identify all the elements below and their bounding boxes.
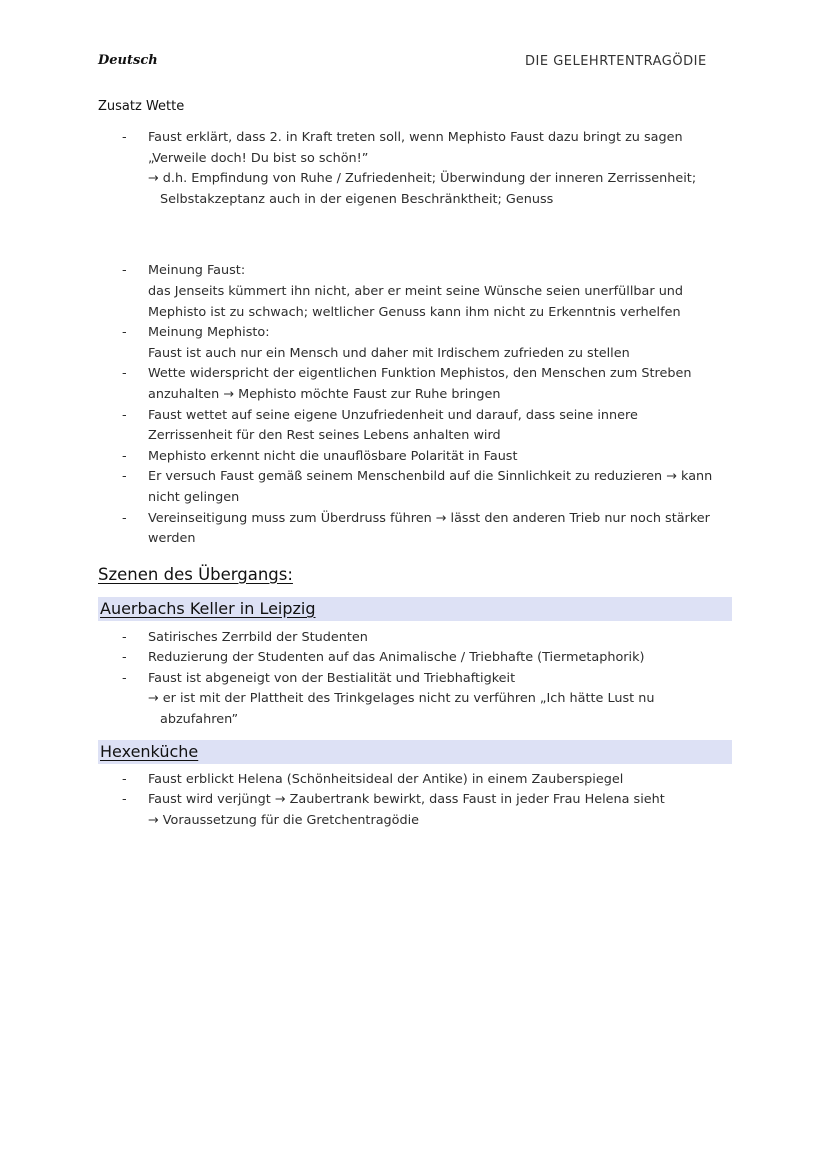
list-item: - Reduzierung der Studenten auf das Animalische / Triebhafte (Tiermetaphorik) <box>122 650 645 666</box>
section-auerbach-heading <box>98 597 732 621</box>
section-auerbach-title: Auerbachs Keller in Leipzig <box>100 598 316 618</box>
header-subject: Deutsch <box>98 53 158 68</box>
auerbach-list <box>98 628 732 731</box>
list-item: - Mephisto erkennt nicht die unauflösbare Polarität in Faust <box>122 448 518 464</box>
list-item: - Satirisches Zerrbild der Studenten <box>122 629 368 645</box>
meinungen-list <box>98 261 732 549</box>
list-item: - Meinung Faust: das Jenseits kümmert ihn nicht, aber er meint seine Wünsche seien unerfüllbar und Mephisto ist zu schwach; weltlicher Genuss kann ihm nicht zu Erkenntnis verhelfen <box>122 263 684 320</box>
list-item: - Faust erblickt Helena (Schönheitsideal der Antike) in einem Zauberspiegel <box>122 771 624 787</box>
list-item: - Faust wettet auf seine eigene Unzufriedenheit und darauf, dass seine innere Zerrissenheit für den Rest seines Lebens anhalten wird <box>122 407 638 444</box>
list-item: - Faust wird verjüngt → Zaubertrank bewirkt, dass Faust in jeder Frau Helena sieht → Voraussetzung für die Gretchentragödie <box>122 792 665 828</box>
document-content <box>98 97 732 831</box>
section-uebergang-title: Szenen des Übergangs: <box>98 564 293 584</box>
list-item: - Wette widerspricht der eigentlichen Funktion Mephistos, den Menschen zum Streben anzuhalten → Mephisto möchte Faust zur Ruhe bringen <box>122 366 692 402</box>
section-hexen-heading <box>98 740 732 764</box>
list-item: - Faust ist abgeneigt von der Bestialität und Triebhaftigkeit → er ist mit der Plattheit des Trinkgelages nicht zu verführen „Ich hätte Lust nu abzufahren” <box>122 670 655 728</box>
bullet-dash: - <box>122 130 127 145</box>
list-item: - Er versuch Faust gemäß seinem Menschenbild auf die Sinnlichkeit zu reduzieren → kann nicht gelingen <box>122 469 713 505</box>
list-item: - Faust erklärt, dass 2. in Kraft treten soll, wenn Mephisto Faust dazu bringt zu sagen „Verweile doch! Du bist so schön!” → d.h. Empfindung von Ruhe / Zufriedenheit; Überwindung der inneren Zerrissenheit; Selbstakzeptanz auch in der eigenen Beschränktheit; Genuss <box>122 130 697 207</box>
section-hexen-title: Hexenküche <box>100 741 199 761</box>
list-item: - Vereinseitigung muss zum Überdruss führen → lässt den anderen Trieb nur noch stärker werden <box>122 510 710 547</box>
zusatz-list <box>98 128 732 210</box>
hexen-list <box>98 770 732 832</box>
section-zusatz-title: Zusatz Wette <box>98 99 185 114</box>
list-item: - Meinung Mephisto: Faust ist auch nur ein Mensch und daher mit Irdischem zufrieden zu stellen <box>122 325 630 361</box>
header-title: DIE GELEHRTENTRAGÖDIE <box>525 54 707 69</box>
